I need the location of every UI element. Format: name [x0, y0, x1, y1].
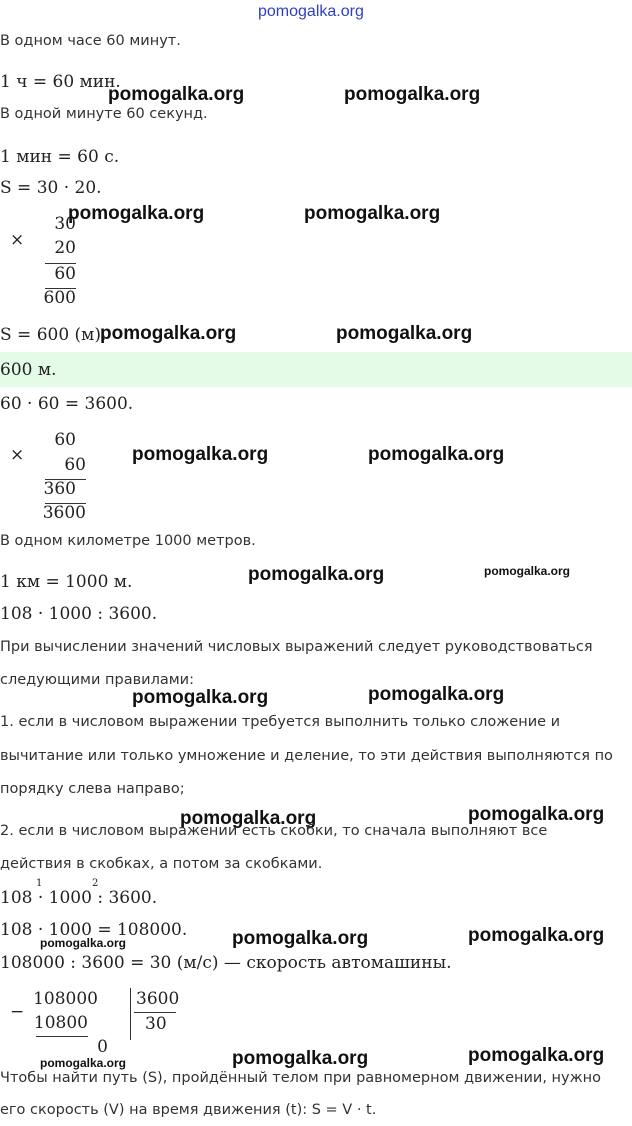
- watermark: pomogalka.org: [336, 323, 473, 344]
- text-line-3: В одной минуте 60 секунд.: [0, 106, 208, 122]
- equation-hours: 1 ч = 60 мин.: [0, 72, 121, 92]
- watermark: pomogalka.org: [368, 444, 505, 465]
- times-sign: ×: [10, 230, 25, 250]
- expression: 108 · 1000 : 3600.: [0, 888, 158, 908]
- rule-1-cont: вычитание или только умножение и деление, то эти действия выполняются по: [0, 748, 613, 764]
- remainder: 0: [97, 1037, 108, 1057]
- watermark: pomogalka.org: [468, 1045, 605, 1066]
- watermark: pomogalka.org: [368, 684, 505, 705]
- watermark: pomogalka.org: [108, 84, 245, 105]
- equation-multiply: 108 · 1000 = 108000.: [0, 920, 188, 940]
- text-line-9: В одном километре 1000 метров.: [0, 533, 256, 549]
- equation-km: 1 км = 1000 м.: [0, 572, 133, 592]
- rule-2: 2. если в числовом выражении есть скобки, то сначала выполняют все: [0, 823, 548, 839]
- formula-intro: Чтобы найти путь (S), пройдённый телом при равномерном движении, нужно: [0, 1070, 602, 1086]
- equation-result: S = 600 (м).: [0, 325, 107, 345]
- dividend: 108000: [33, 989, 98, 1009]
- watermark: pomogalka.org: [100, 323, 237, 344]
- rule: [134, 1012, 176, 1013]
- partial-product: 60: [54, 264, 76, 284]
- text-line-1: В одном часе 60 минут.: [0, 33, 181, 49]
- rule-1-end: порядку слева направо;: [0, 781, 185, 797]
- answer: 600 м.: [0, 360, 57, 380]
- watermark-small: pomogalka.org: [40, 936, 127, 950]
- watermark: pomogalka.org: [68, 203, 205, 224]
- answer-highlight: [0, 352, 632, 387]
- rule-2-end: действия в скобках, а потом за скобками.: [0, 856, 323, 872]
- watermark-small: pomogalka.org: [484, 564, 571, 578]
- factor-b: 20: [54, 238, 76, 258]
- formula: его скорость (V) на время движения (t): S = V · t.: [0, 1102, 377, 1118]
- watermark: pomogalka.org: [468, 804, 605, 825]
- watermark: pomogalka.org: [232, 1048, 369, 1069]
- watermark: pomogalka.org: [132, 687, 269, 708]
- divisor: 3600: [136, 989, 180, 1009]
- order-mark-1: 1: [36, 878, 43, 889]
- equation-seconds: 60 · 60 = 3600.: [0, 394, 134, 414]
- rule-intro: При вычислении значений числовых выражений следует руководствоваться: [0, 639, 593, 655]
- times-sign: ×: [10, 445, 25, 465]
- rule-1: 1. если в числовом выражении требуется выполнить только сложение и: [0, 714, 561, 730]
- factor-b: 60: [64, 455, 86, 475]
- watermark: pomogalka.org: [132, 444, 269, 465]
- watermark: pomogalka.org: [468, 925, 605, 946]
- watermark: pomogalka.org: [232, 928, 369, 949]
- rule-intro-2: следующими правилами:: [0, 672, 194, 688]
- division-bar: [130, 988, 131, 1040]
- factor-a: 60: [54, 430, 76, 450]
- watermark: pomogalka.org: [180, 808, 317, 829]
- equation-speed: 108000 : 3600 = 30 (м/с) — скорость автомашины.: [0, 953, 452, 973]
- product: 600: [43, 288, 76, 308]
- factor-a: 30: [54, 214, 76, 234]
- quotient: 30: [145, 1014, 167, 1034]
- minus-sign: −: [10, 1002, 25, 1022]
- watermark-small: pomogalka.org: [40, 1056, 127, 1070]
- equation-s: S = 30 · 20.: [0, 178, 102, 198]
- watermark: pomogalka.org: [304, 203, 441, 224]
- order-mark-2: 2: [92, 878, 99, 889]
- watermark: pomogalka.org: [344, 84, 481, 105]
- partial-product: 360: [43, 479, 76, 499]
- watermark-top[interactable]: pomogalka.org: [258, 3, 364, 20]
- subtrahend: 10800: [33, 1013, 88, 1033]
- watermark: pomogalka.org: [248, 564, 385, 585]
- equation-minutes: 1 мин = 60 с.: [0, 147, 120, 167]
- expression: 108 · 1000 : 3600.: [0, 604, 158, 624]
- product: 3600: [42, 503, 86, 523]
